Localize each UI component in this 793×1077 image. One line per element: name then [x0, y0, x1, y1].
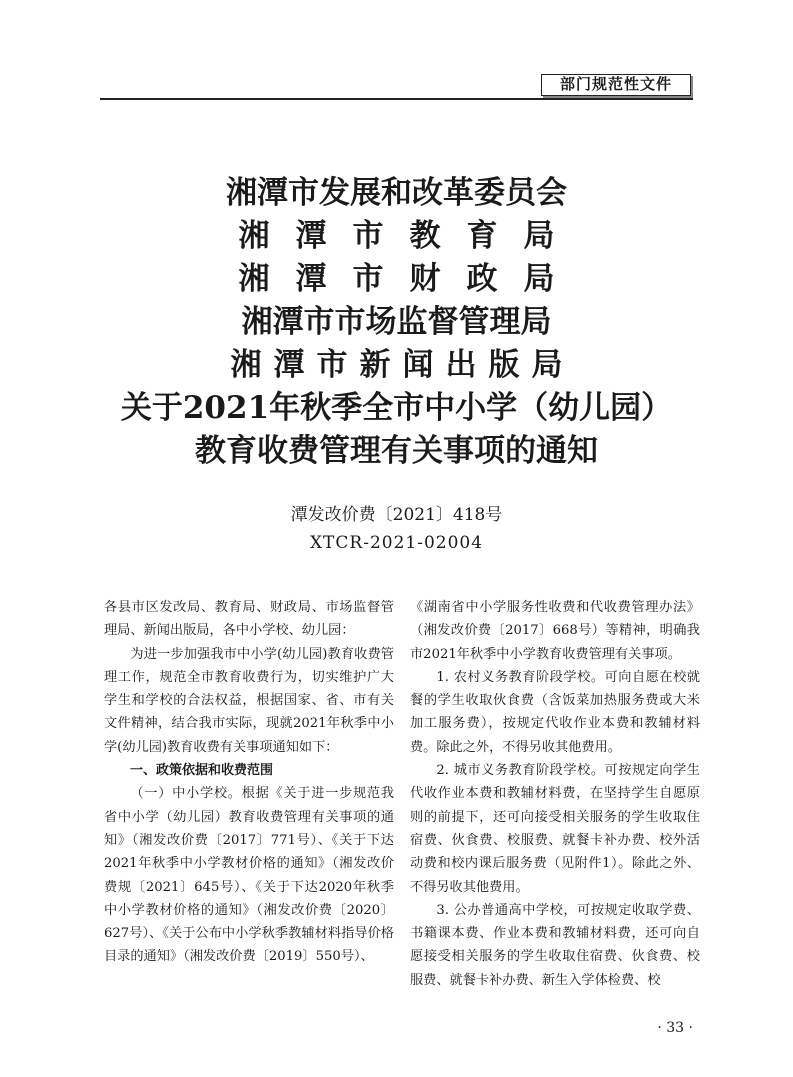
document-number: 潭发改价费〔2021〕418号 [290, 505, 503, 525]
header-rule [100, 98, 693, 100]
point-1-paragraph: 1. 农村义务教育阶段学校。可向自愿在校就餐的学生收取伙食费（含饭菜加热服务费或大米加工服务费），按规定代收作业本费和教辅材料费。除此之外，不得另收其他费用。 [410, 669, 700, 755]
subject-line-1: 关于2021年秋季全市中小学（幼儿园） [120, 390, 673, 426]
section-tag: 部门规范性文件 [541, 74, 691, 96]
issuer-2: 湘潭市教育局 [238, 218, 581, 254]
subject-line-2: 教育收费管理有关事项的通知 [195, 433, 598, 469]
intro-paragraph: 为进一步加强我市中小学(幼儿园)教育收费管理工作，规范全市教育收费行为，切实维护广大学生和学校的合法权益，根据国家、省、市有关文件精神，结合我市实际，现就2021年秋季中小学(幼儿园)教育收费有关事项通知如下： [104, 646, 394, 755]
document-title [100, 172, 693, 473]
issuer-3: 湘潭市财政局 [238, 261, 581, 297]
issuer-4: 湘潭市市场监督管理局 [241, 304, 552, 340]
page-number: · 33 · [657, 1020, 693, 1036]
section-heading: 一、政策依据和收费范围 [130, 763, 274, 779]
point-3-paragraph: 3. 公办普通高中学校，可按规定收取学费、书籍课本费、作业本费和教辅材料费，还可向自愿接受相关服务的学生收取住宿费、伙食费、校服费、就餐卡补办费、新生入学体检费、校 [410, 902, 700, 988]
continuation-paragraph: 《湖南省中小学服务性收费和代收费管理办法》（湘发改价费〔2017〕668号）等精神，明确我市2021年秋季中小学教育收费管理有关事项。 [410, 600, 700, 662]
issuer-5: 湘潭市新闻出版局 [230, 347, 575, 383]
right-column [410, 596, 700, 992]
left-column [104, 596, 394, 969]
salutation: 各县市区发改局、教育局、财政局、市场监督管理局、新闻出版局，各中小学校、幼儿园： [104, 600, 394, 639]
point-2-paragraph: 2. 城市义务教育阶段学校。可按规定向学生代收作业本费和教辅材料费，在坚持学生自愿原则的前提下，还可向接受相关服务的学生收取住宿费、伙食费、校服费、就餐卡补办费、校外活动费和校内课后服务费（见附件1）。除此之外、不得另收其他费用。 [410, 763, 700, 895]
item-paragraph: （一）中小学校。根据《关于进一步规范我省中小学（幼儿园）教育收费管理有关事项的通知》（湘发改价费〔2017〕771号）、《关于下达2021年秋季中小学教材价格的通知》（湘发改价费规〔2021〕645号）、《关于下达2020年秋季中小学教材价格的通知》（湘发改价费〔2020〕627号）、《关于公布中小学秋季教辅材料指导价格目录的通知》（湘发改价费〔2019〕550号）、 [104, 786, 394, 965]
issuer-1: 湘潭市发展和改革委员会 [226, 175, 567, 211]
document-code: XTCR-2021-02004 [309, 533, 484, 553]
